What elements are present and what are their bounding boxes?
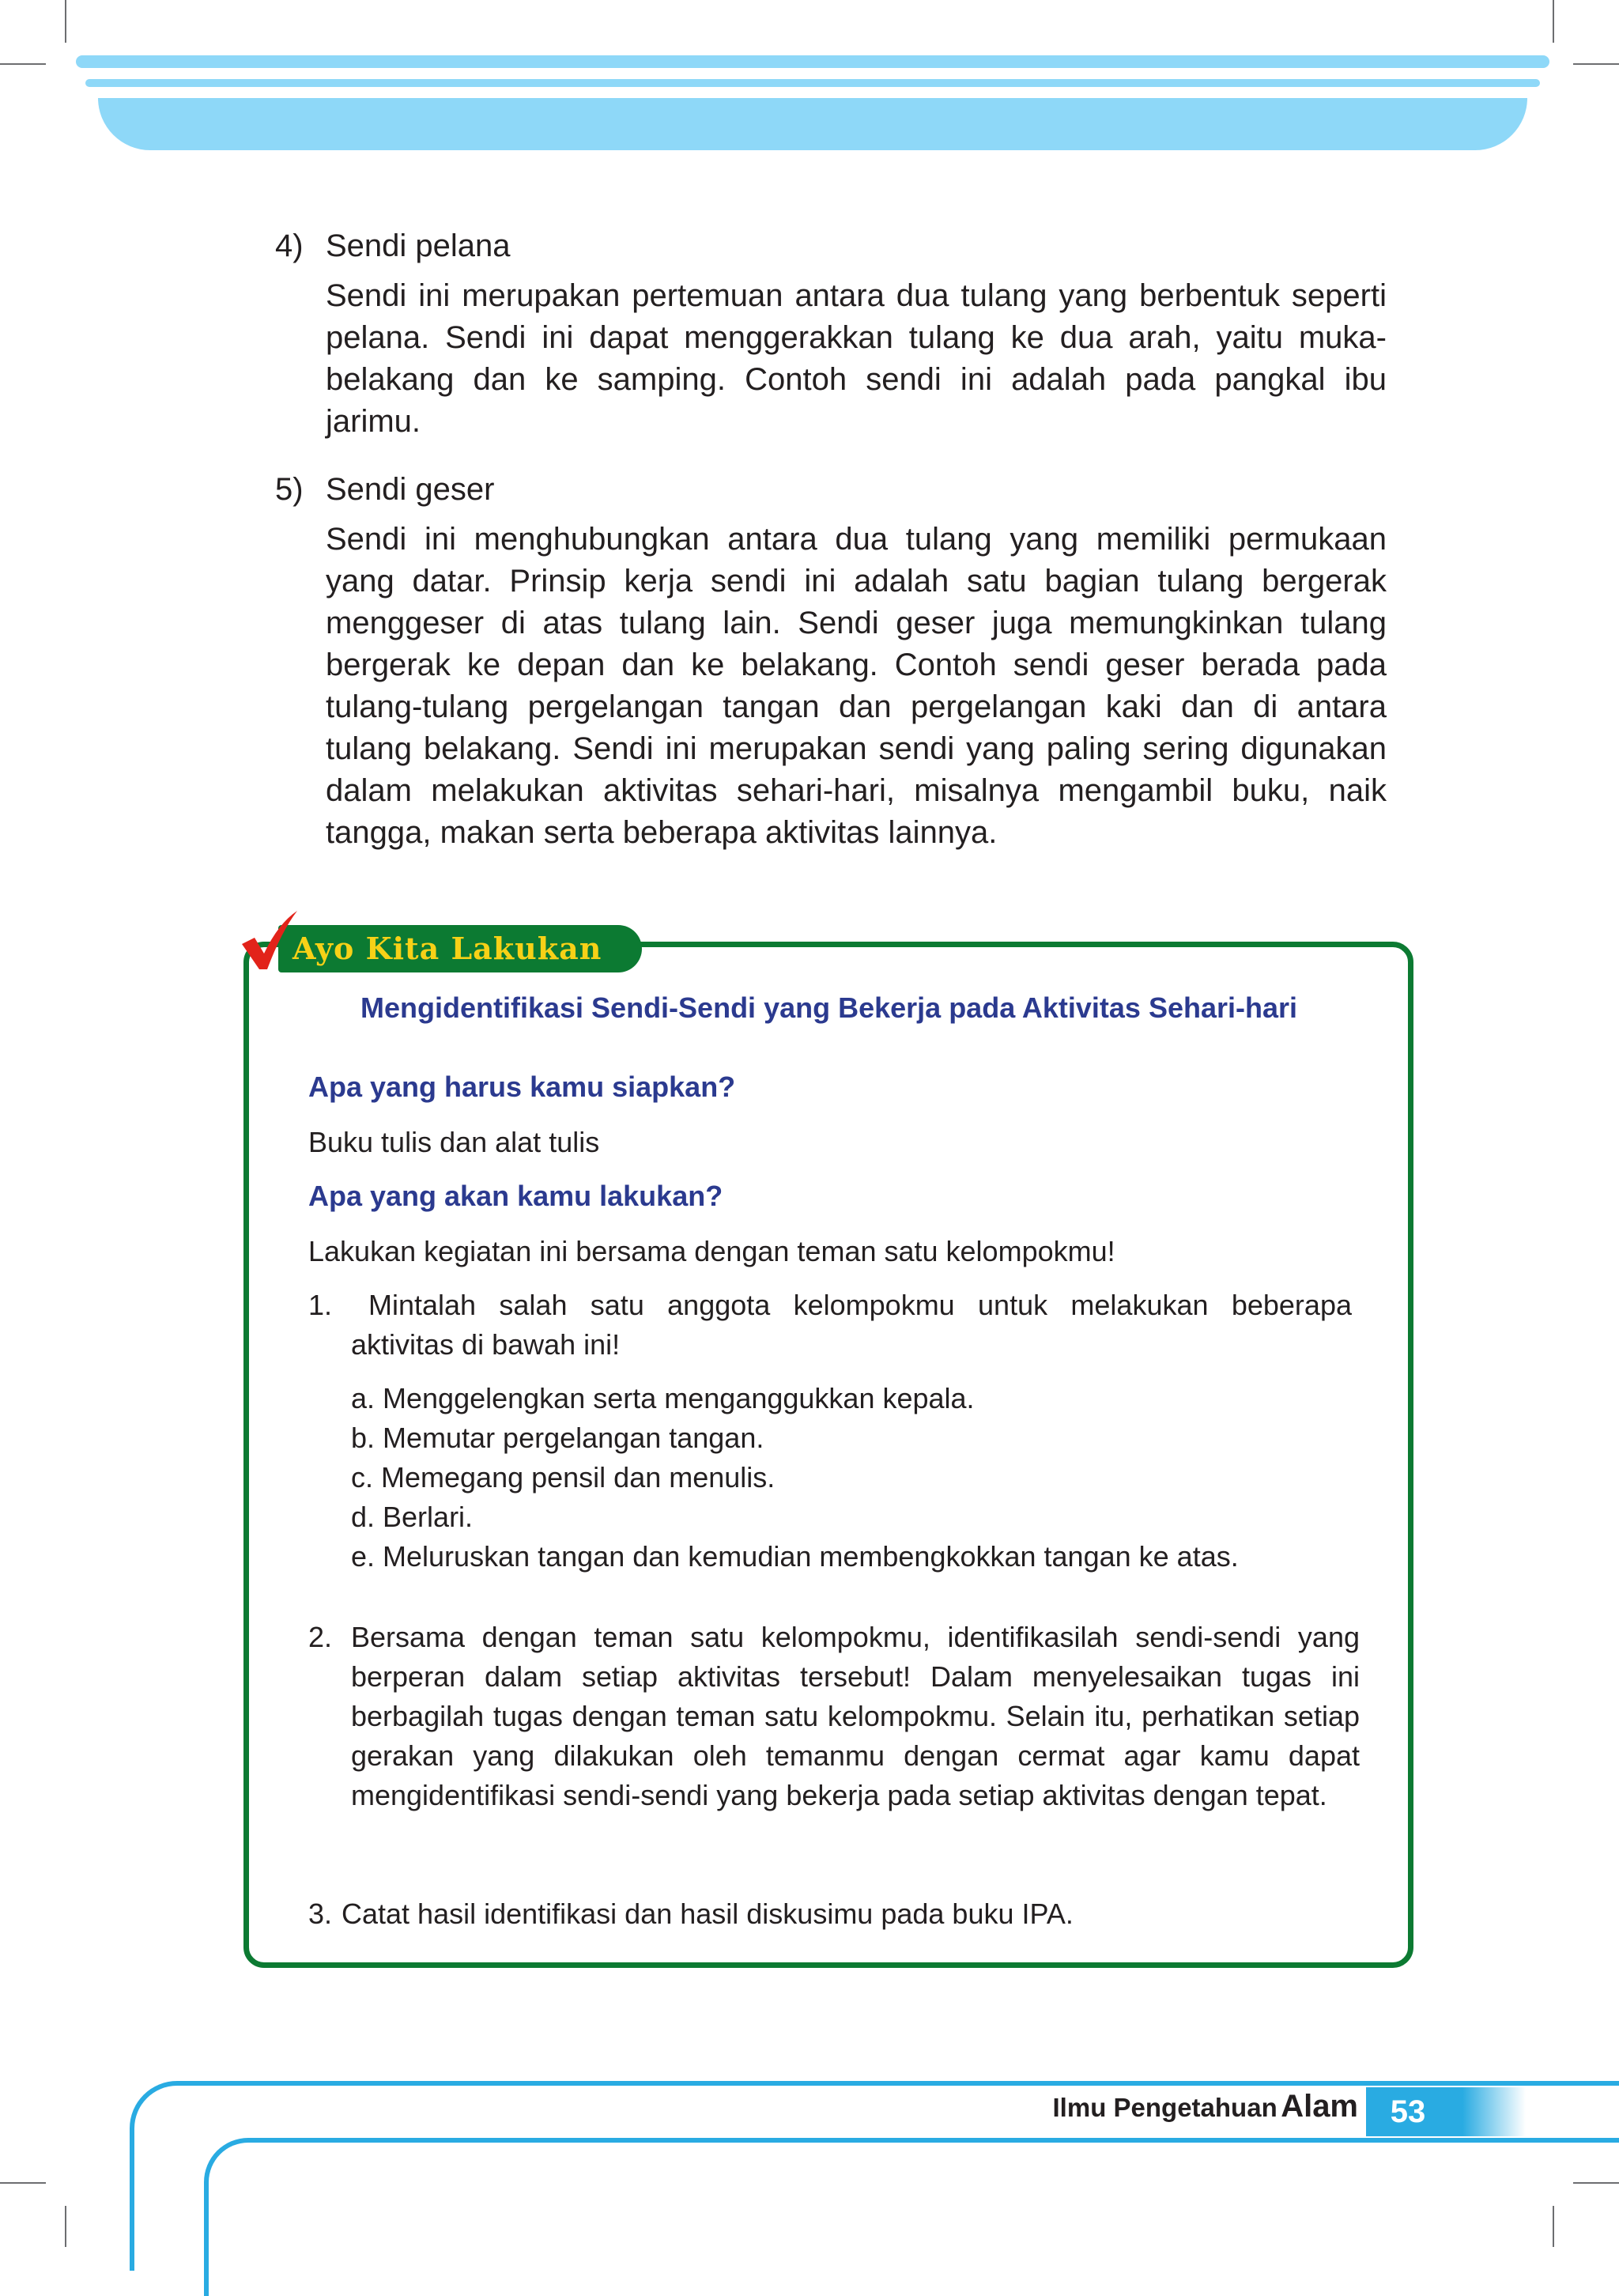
step-1-number: 1. xyxy=(308,1289,333,1321)
prepare-heading: Apa yang harus kamu siapkan? xyxy=(308,1071,736,1103)
section-4-number: 4) xyxy=(275,228,304,263)
section-5-number: 5) xyxy=(275,472,304,507)
step-3-text: Catat hasil identifikasi dan hasil diskusimu pada buku IPA. xyxy=(342,1898,1074,1930)
list-item: a. Menggelengkan serta menganggukkan kepala. xyxy=(351,1382,975,1414)
crop-mark xyxy=(1553,0,1554,43)
header-band-middle xyxy=(85,79,1540,87)
footer-subject xyxy=(1004,2089,1358,2124)
page-number-tab-fade xyxy=(1462,2087,1526,2136)
do-heading: Apa yang akan kamu lakukan? xyxy=(308,1180,723,1212)
section-4-title: Sendi pelana xyxy=(326,228,511,263)
step-2-text: Bersama dengan teman satu kelompokmu, identifikasilah sendi-sendi yang berperan dalam setiap aktivitas tersebut! Dalam menyelesaikan tugas ini berbagilah tugas dengan teman satu kelompokmu. Selain itu, perhatikan setiap gerakan yang dilakukan oleh temanmu dengan cermat agar kamu dapat mengidentifikasi sendi-sendi yang bekerja pada setiap aktivitas dengan tepat. xyxy=(351,1621,1360,1811)
step-1-text: Mintalah salah satu anggota kelompokmu untuk melakukan beberapa aktivitas di bawah ini! xyxy=(351,1289,1352,1361)
footer-subject-prefix: Ilmu Pengetahuan xyxy=(1052,2093,1277,2122)
activity-title: Mengidentifikasi Sendi-Sendi yang Bekerja pada Aktivitas Sehari-hari xyxy=(360,991,1298,1024)
section-4-body: Sendi ini merupakan pertemuan antara dua tulang yang berbentuk seperti pelana. Sendi ini dapat menggerakkan tulang ke dua arah, yaitu muka-belakang dan ke samping. Contoh sendi ini adalah pada pangkal ibu jarimu. xyxy=(326,278,1387,439)
step-1-list xyxy=(351,1379,1239,1577)
footer-subject-emphasis: Alam xyxy=(1281,2089,1358,2124)
list-item: b. Memutar pergelangan tangan. xyxy=(351,1422,764,1454)
crop-mark xyxy=(0,2182,46,2184)
checkmark-icon xyxy=(237,909,300,972)
crop-mark xyxy=(0,63,46,65)
crop-mark xyxy=(65,2206,66,2247)
section-5-title: Sendi geser xyxy=(326,472,495,507)
list-item: d. Berlari. xyxy=(351,1501,474,1533)
activity-badge: Ayo Kita Lakukan xyxy=(278,925,642,972)
step-2-number: 2. xyxy=(308,1621,333,1653)
header-band-top xyxy=(76,55,1549,68)
section-5-body: Sendi ini menghubungkan antara dua tulang yang memiliki permukaan yang datar. Prinsip kerja sendi ini adalah satu bagian tulang bergerak menggeser di atas tulang lain. Sendi geser juga memungkinkan tulang bergerak ke depan dan ke belakang. Contoh sendi geser berada pada tulang-tulang pergelangan tangan dan pergelangan kaki dan di antara tulang belakang. Sendi ini merupakan sendi yang paling sering digunakan dalam melakukan aktivitas sehari-hari, misalnya mengambil buku, naik tangga, makan serta beberapa aktivitas lainnya. xyxy=(326,522,1387,850)
crop-mark xyxy=(65,0,66,43)
page-number: 53 xyxy=(1390,2094,1426,2129)
do-intro: Lakukan kegiatan ini bersama dengan teman satu kelompokmu! xyxy=(308,1235,1115,1267)
prepare-text: Buku tulis dan alat tulis xyxy=(308,1126,600,1158)
header-band-main xyxy=(98,98,1527,150)
footer-curve-inner xyxy=(204,2138,1619,2296)
list-item: e. Meluruskan tangan dan kemudian membengkokkan tangan ke atas. xyxy=(351,1540,1239,1573)
list-item: c. Memegang pensil dan menulis. xyxy=(351,1461,776,1494)
crop-mark xyxy=(1573,63,1619,65)
step-3-number: 3. xyxy=(308,1898,333,1930)
